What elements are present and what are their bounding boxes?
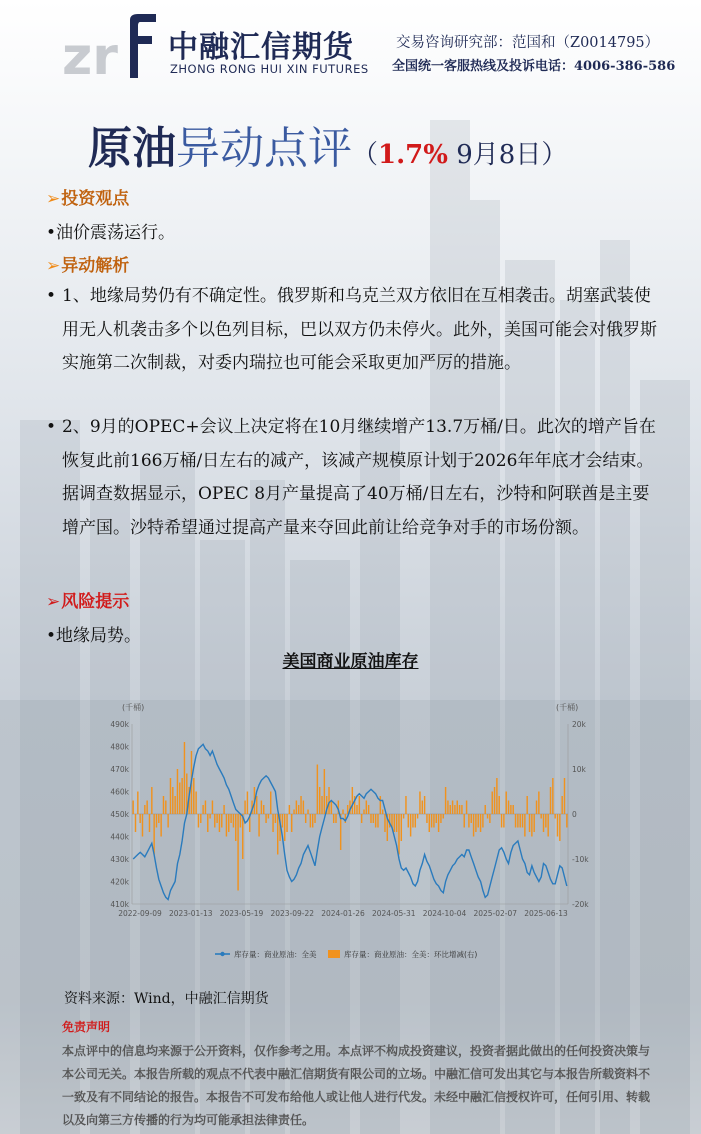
left-unit-label: (千桶) <box>122 703 145 712</box>
inventory-change-bar <box>540 814 541 819</box>
left-tick-label: 410k <box>110 900 129 909</box>
inventory-change-bar <box>545 814 546 828</box>
view-bullet <box>46 218 175 243</box>
inventory-change-bar <box>202 805 203 814</box>
inventory-change-bar <box>275 814 276 823</box>
inventory-change-bar <box>466 801 467 815</box>
inventory-change-bar <box>433 814 434 828</box>
right-tick-label: -20k <box>572 900 589 909</box>
inventory-change-bar <box>335 814 336 823</box>
inventory-change-bar <box>478 814 479 828</box>
inventory-change-bar <box>473 814 474 837</box>
arrow-icon: ➢ <box>46 256 61 276</box>
crude-inventory-chart <box>100 696 600 966</box>
risk-bullet <box>46 621 141 646</box>
inventory-change-bar <box>557 814 558 837</box>
inventory-change-bar <box>286 814 287 832</box>
inventory-change-bar <box>303 801 304 815</box>
inventory-change-bar <box>501 814 502 828</box>
inventory-change-bar <box>207 814 208 832</box>
analysis-text-2: 2、9月的OPEC+会议上决定将在10月继续增产13.7万桶/日。此次的增产旨在恢复此前166万桶/日左右的减产，该减产规模原计划于2026年年底才会结束。据调查数据显示，OPEC 8月产量提高了40万桶/日左右，沙特和阿联酋是主要增产国。沙特希望通过提高产量来夺回此前让给竞争对手的市场份额。 <box>62 417 656 538</box>
inventory-change-bar <box>419 792 420 815</box>
left-tick-label: 450k <box>110 810 129 819</box>
inventory-change-bar <box>223 805 224 814</box>
inventory-change-bar <box>333 814 334 823</box>
inventory-change-bar <box>319 787 320 814</box>
inventory-change-bar <box>531 814 532 837</box>
inventory-change-bar <box>300 796 301 814</box>
inventory-change-bar <box>459 805 460 814</box>
legend-bar-swatch <box>328 950 340 958</box>
arrow-icon: ➢ <box>46 592 61 612</box>
right-tick-label: 0 <box>572 810 577 819</box>
inventory-change-bar <box>149 814 150 832</box>
x-tick-label: 2024-10-04 <box>422 909 467 918</box>
section-head-view-label: 投资观点 <box>61 189 130 209</box>
inventory-change-bar <box>167 814 168 828</box>
inventory-change-bar <box>510 805 511 814</box>
inventory-change-bar <box>505 792 506 815</box>
bullet-icon: • <box>46 223 57 243</box>
inventory-change-bar <box>205 801 206 815</box>
inventory-change-bar <box>426 814 427 823</box>
inventory-change-bar <box>272 814 273 832</box>
hotline: 全国统一客服热线及投诉电话：4006-386-586 <box>392 59 676 74</box>
bullet-icon: • <box>46 417 57 437</box>
inventory-change-bar <box>526 796 527 814</box>
inventory-change-bar <box>443 814 444 819</box>
inventory-change-bar <box>457 801 458 815</box>
inventory-change-bar <box>331 801 332 815</box>
inventory-change-bar <box>139 814 140 823</box>
company-name-cn: 中融汇信期货 <box>168 30 354 65</box>
inventory-change-bar <box>373 814 374 823</box>
inventory-change-bar <box>375 814 376 828</box>
inventory-change-bar <box>193 778 194 814</box>
legend-line-marker <box>220 952 224 956</box>
inventory-change-bar <box>496 778 497 814</box>
inventory-change-bar <box>498 796 499 814</box>
inventory-change-bar <box>468 814 469 828</box>
inventory-change-bar <box>291 814 292 832</box>
inventory-change-bar <box>522 814 523 828</box>
inventory-change-bar <box>317 765 318 815</box>
inventory-change-bar <box>179 783 180 815</box>
x-tick-label: 2025-06-13 <box>524 909 568 918</box>
inventory-change-bar <box>401 814 402 841</box>
inventory-change-bar <box>158 814 159 823</box>
inventory-change-bar <box>172 787 173 814</box>
right-tick-label: 20k <box>572 720 586 729</box>
inventory-change-bar <box>554 814 555 819</box>
title-percent: 1.7% <box>378 140 448 170</box>
inventory-change-bar <box>547 814 548 837</box>
inventory-change-bar <box>454 805 455 814</box>
bullet-icon: • <box>46 286 57 306</box>
x-tick-label: 2024-05-31 <box>371 909 416 918</box>
arrow-icon: ➢ <box>46 189 61 209</box>
analyst-contact: 交易咨询研究部：范国和（Z0014795） <box>396 35 660 51</box>
x-tick-label: 2023-01-13 <box>168 909 213 918</box>
inventory-change-bar <box>342 810 343 815</box>
inventory-change-bar <box>450 805 451 814</box>
inventory-change-bar <box>233 814 234 828</box>
x-tick-label: 2023-09-22 <box>270 909 315 918</box>
inventory-change-bar <box>321 796 322 814</box>
inventory-change-bar <box>512 805 513 814</box>
inventory-change-bar <box>503 814 504 828</box>
inventory-change-bar <box>356 805 357 814</box>
disclaimer-title: 免责声明 <box>62 1020 111 1034</box>
inventory-change-bar <box>228 814 229 832</box>
inventory-change-bar <box>424 796 425 814</box>
inventory-change-bar <box>550 787 551 814</box>
inventory-change-bar <box>403 814 404 819</box>
right-tick-label: 10k <box>572 765 586 774</box>
inventory-change-bar <box>216 814 217 823</box>
inventory-change-bar <box>538 792 539 815</box>
left-tick-label: 460k <box>110 787 129 797</box>
inventory-change-bar <box>561 796 562 814</box>
page-title <box>88 112 567 176</box>
inventory-change-bar <box>431 814 432 828</box>
section-head-analysis <box>46 251 129 276</box>
inventory-change-bar <box>447 801 448 815</box>
inventory-change-bar <box>461 805 462 814</box>
section-head-risk <box>46 587 129 612</box>
inventory-change-bar <box>363 810 364 815</box>
right-unit-label: (千桶) <box>556 703 579 712</box>
inventory-change-bar <box>132 801 133 815</box>
inventory-change-bar <box>408 814 409 828</box>
inventory-change-bar <box>270 792 271 815</box>
inventory-change-bar <box>144 805 145 814</box>
inventory-change-bar <box>305 814 306 823</box>
inventory-change-bar <box>352 787 353 814</box>
inventory-change-bar <box>284 814 285 841</box>
inventory-change-bar <box>289 805 290 814</box>
inventory-change-bar <box>170 778 171 814</box>
inventory-change-bar <box>429 814 430 832</box>
inventory-change-bar <box>436 814 437 823</box>
inventory-change-bar <box>314 814 315 823</box>
svg-text:zr: zr <box>62 27 118 82</box>
inventory-change-bar <box>564 778 565 814</box>
inventory-change-bar <box>508 801 509 815</box>
inventory-change-bar <box>487 814 488 819</box>
legend-line-label: 库存量：商业原油：全美 <box>234 950 317 959</box>
inventory-change-bar <box>398 814 399 855</box>
inventory-change-bar <box>226 814 227 837</box>
inventory-change-bar <box>261 801 262 815</box>
inventory-change-bar <box>296 801 297 815</box>
inventory-change-bar <box>417 814 418 819</box>
inventory-change-bar <box>244 801 245 815</box>
inventory-change-bar <box>151 787 152 814</box>
inventory-change-bar <box>265 814 266 823</box>
company-logo-icon <box>60 12 160 82</box>
inventory-change-bar <box>209 814 210 819</box>
inventory-change-bar <box>475 814 476 832</box>
inventory-change-bar <box>394 814 395 832</box>
section-head-view <box>46 184 129 209</box>
inventory-change-bar <box>198 814 199 828</box>
inventory-change-bar <box>242 814 243 859</box>
inventory-change-bar <box>543 814 544 832</box>
inventory-change-bar <box>361 814 362 823</box>
bullet-icon: • <box>46 626 57 646</box>
inventory-change-bar <box>489 814 490 823</box>
inventory-change-bar <box>181 778 182 814</box>
inventory-change-bar <box>464 814 465 828</box>
analysis-text-1: 1、地缘局势仍有不确定性。俄罗斯和乌克兰双方依旧在互相袭击。胡塞武装使用无人机袭击多个以色列目标，巴以双方仍未停火。此外，美国可能会对俄罗斯实施第二次制裁，对委内瑞拉也可能会采取更加严厉的措施。 <box>62 286 657 373</box>
inventory-change-bar <box>482 814 483 828</box>
inventory-change-bar <box>533 814 534 832</box>
section-head-analysis-label: 异动解析 <box>61 256 130 276</box>
inventory-change-bar <box>256 796 257 814</box>
inventory-change-bar <box>452 801 453 815</box>
left-tick-label: 440k <box>110 832 129 842</box>
inventory-change-bar <box>235 814 236 841</box>
chart-title: 美国商业原油库存 <box>282 652 419 672</box>
title-open-paren: （ <box>352 140 379 170</box>
inventory-change-bar <box>160 814 161 837</box>
left-tick-label: 480k <box>110 742 129 752</box>
left-tick-label: 430k <box>110 855 129 864</box>
right-tick-label: -10k <box>572 855 589 864</box>
inventory-change-bar <box>485 805 486 814</box>
inventory-change-bar <box>340 814 341 850</box>
analysis-paragraph-2 <box>46 411 664 545</box>
left-tick-label: 420k <box>110 877 129 887</box>
inventory-change-bar <box>146 801 147 815</box>
section-head-risk-label: 风险提示 <box>61 592 130 612</box>
inventory-change-bar <box>221 814 222 828</box>
x-tick-label: 2024-01-26 <box>321 909 365 918</box>
inventory-change-bar <box>524 814 525 837</box>
title-part1: 原油 <box>88 123 176 174</box>
inventory-change-bar <box>359 796 360 814</box>
analysis-paragraph-1 <box>46 280 664 381</box>
inventory-change-bar <box>247 792 248 815</box>
inventory-change-bar <box>415 814 416 828</box>
inventory-change-bar <box>412 814 413 828</box>
inventory-change-bar <box>282 814 283 828</box>
inventory-change-bar <box>174 796 175 814</box>
inventory-change-bar <box>212 801 213 815</box>
legend-bar-label: 库存量：商业原油：全美：环比增减(右) <box>344 950 478 959</box>
inventory-change-bar <box>258 814 259 837</box>
inventory-change-bar <box>440 814 441 823</box>
inventory-change-bar <box>137 792 138 815</box>
inventory-change-bar <box>405 796 406 814</box>
inventory-change-bar <box>200 814 201 823</box>
inventory-change-bar <box>142 814 143 837</box>
x-tick-label: 2022-09-09 <box>118 909 162 918</box>
inventory-change-bar <box>552 778 553 814</box>
inventory-change-bar <box>277 814 278 855</box>
inventory-change-bar <box>529 814 530 832</box>
inventory-change-bar <box>307 810 308 815</box>
inventory-change-bar <box>230 814 231 823</box>
header <box>0 0 701 92</box>
inventory-change-bar <box>515 814 516 828</box>
inventory-change-bar <box>445 787 446 814</box>
inventory-change-bar <box>368 805 369 814</box>
inventory-change-bar <box>219 814 220 832</box>
inventory-change-bar <box>370 814 371 823</box>
inventory-change-bar <box>165 801 166 815</box>
inventory-change-bar <box>263 805 264 814</box>
company-name-en: ZHONG RONG HUI XIN FUTURES <box>170 62 369 76</box>
inventory-change-bar <box>380 796 381 814</box>
inventory-change-bar <box>471 814 472 823</box>
inventory-change-bar <box>347 805 348 814</box>
title-date: 9月8日 <box>447 140 542 170</box>
inventory-change-bar <box>163 796 164 814</box>
inventory-change-bar <box>312 814 313 828</box>
x-tick-label: 2025-02-07 <box>473 909 518 918</box>
inventory-change-bar <box>438 814 439 832</box>
title-close-paren: ） <box>541 140 568 170</box>
inventory-change-bar <box>328 787 329 814</box>
inventory-change-bar <box>184 742 185 814</box>
inventory-change-bar <box>153 814 154 855</box>
left-tick-label: 470k <box>110 765 129 774</box>
inventory-change-bar <box>519 814 520 828</box>
inventory-change-bar <box>214 814 215 828</box>
inventory-change-bar <box>293 810 294 815</box>
left-tick-label: 490k <box>110 720 129 729</box>
inventory-change-bar <box>237 814 238 891</box>
inventory-change-bar <box>240 814 241 828</box>
inventory-change-bar <box>384 814 385 832</box>
inventory-change-bar <box>422 801 423 815</box>
risk-text: 地缘局势。 <box>56 626 142 646</box>
inventory-change-bar <box>156 814 157 828</box>
inventory-change-bar <box>566 814 567 828</box>
inventory-change-bar <box>382 810 383 815</box>
inventory-change-bar <box>410 814 411 837</box>
title-part2: 异动点评 <box>176 123 352 174</box>
inventory-change-bar <box>324 769 325 814</box>
inventory-change-bar <box>536 801 537 815</box>
inventory-change-bar <box>177 769 178 814</box>
inventory-change-bar <box>517 814 518 828</box>
inventory-change-bar <box>396 814 397 832</box>
inventory-change-bar <box>310 814 311 828</box>
view-text: 油价震荡运行。 <box>56 223 176 243</box>
source-note: 资料来源：Wind，中融汇信期货 <box>64 991 269 1007</box>
inventory-change-bar <box>559 814 560 841</box>
inventory-change-bar <box>298 805 299 814</box>
inventory-change-bar <box>366 801 367 815</box>
inventory-change-bar <box>268 814 269 819</box>
disclaimer-text: 本点评中的信息均来源于公开资料，仅作参考之用。本点评不构成投资建议，投资者据此做出的任何投资决策与本公司无关。本报告所载的观点不代表中融汇信期货有限公司的立场。中融汇信可发出其它与本报告所载资料不一致及有不同结论的报告。本报告不可发布给他人或让他人进行代发。未经中融汇信授权许可，任何引用、转载以及向第三方传播的行为均可能承担法律责任。 <box>62 1044 651 1127</box>
inventory-change-bar <box>135 814 136 832</box>
inventory-change-bar <box>377 814 378 828</box>
inventory-change-bar <box>195 792 196 815</box>
inventory-change-bar <box>492 792 493 815</box>
x-tick-label: 2023-05-19 <box>219 909 264 918</box>
inventory-change-bar <box>480 814 481 832</box>
inventory-change-bar <box>494 787 495 814</box>
